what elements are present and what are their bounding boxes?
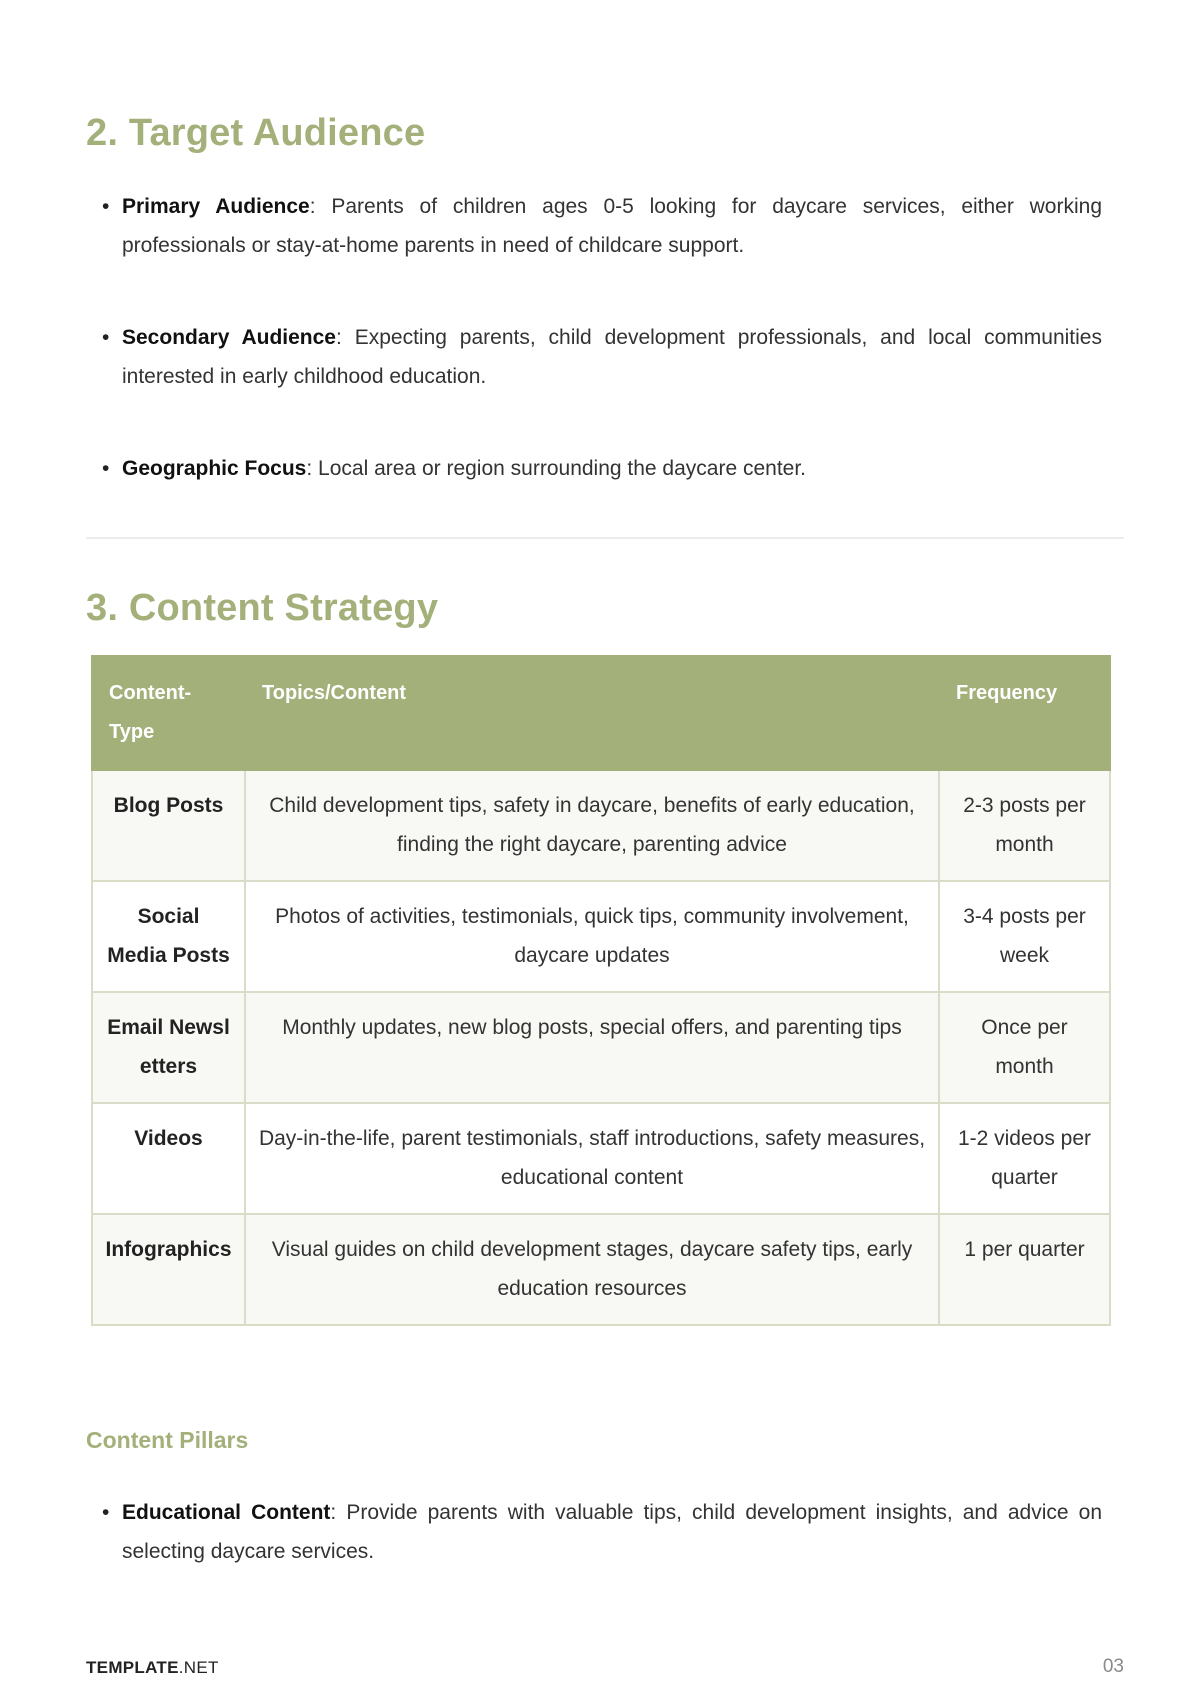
list-item [102, 1493, 1102, 1571]
cell-topics: Photos of activities, testimonials, quick tips, community involvement, daycare updates [245, 881, 939, 992]
cell-topics: Child development tips, safety in daycare, benefits of early education, finding the right daycare, parenting advice [245, 770, 939, 881]
cell-topics: Day-in-the-life, parent testimonials, staff introductions, safety measures, educational content [245, 1103, 939, 1214]
column-header-content-type: Content-Type [92, 656, 245, 770]
list-item [102, 318, 1102, 396]
cell-frequency: 1-2 videos per quarter [939, 1103, 1110, 1214]
column-header-topics: Topics/Content [245, 656, 939, 770]
item-text: : Local area or region surrounding the daycare center. [306, 457, 807, 480]
brand-bold: TEMPLATE [86, 1658, 179, 1677]
item-label: Educational Content [122, 1501, 331, 1524]
footer-brand-logo [86, 1658, 219, 1678]
page-number: 03 [1102, 1656, 1124, 1677]
item-label: Secondary Audience [122, 326, 336, 349]
item-text: : Expecting parents, child development professionals, and local communities interested in early childhood education. [122, 326, 1102, 388]
table-row [92, 1103, 1110, 1214]
cell-topics: Monthly updates, new blog posts, special offers, and parenting tips [245, 992, 939, 1103]
item-label: Primary Audience [122, 195, 310, 218]
cell-frequency: Once per month [939, 992, 1110, 1103]
cell-content-type: Social Media Posts [92, 881, 245, 992]
cell-frequency: 1 per quarter [939, 1214, 1110, 1325]
cell-content-type: Blog Posts [92, 770, 245, 881]
table-header-row [92, 656, 1110, 770]
cell-frequency: 3-4 posts per week [939, 881, 1110, 992]
cell-topics: Visual guides on child development stages, daycare safety tips, early education resources [245, 1214, 939, 1325]
subheading-content-pillars: Content Pillars [86, 1427, 249, 1453]
item-text: : Provide parents with valuable tips, child development insights, and advice on selecting daycare services. [122, 1501, 1103, 1563]
content-strategy-table [91, 655, 1111, 1326]
cell-content-type: Videos [92, 1103, 245, 1214]
column-header-frequency: Frequency [939, 656, 1110, 770]
cell-content-type: Infographics [92, 1214, 245, 1325]
section-heading-content-strategy: 3. Content Strategy [86, 587, 439, 629]
section-heading-target-audience: 2. Target Audience [86, 112, 426, 154]
cell-content-type: Email Newsletters [92, 992, 245, 1103]
table-row [92, 1214, 1110, 1325]
table-row [92, 992, 1110, 1103]
item-text: : Parents of children ages 0-5 looking for daycare services, either working professionals or stay-at-home parents in need of childcare support. [122, 195, 1103, 257]
section-divider [86, 537, 1124, 539]
item-label: Geographic Focus [122, 457, 307, 480]
list-item [102, 449, 1102, 488]
cell-frequency: 2-3 posts per month [939, 770, 1110, 881]
list-item [102, 187, 1102, 265]
table-row [92, 770, 1110, 881]
table-row [92, 881, 1110, 992]
brand-suffix: .NET [178, 1658, 219, 1677]
